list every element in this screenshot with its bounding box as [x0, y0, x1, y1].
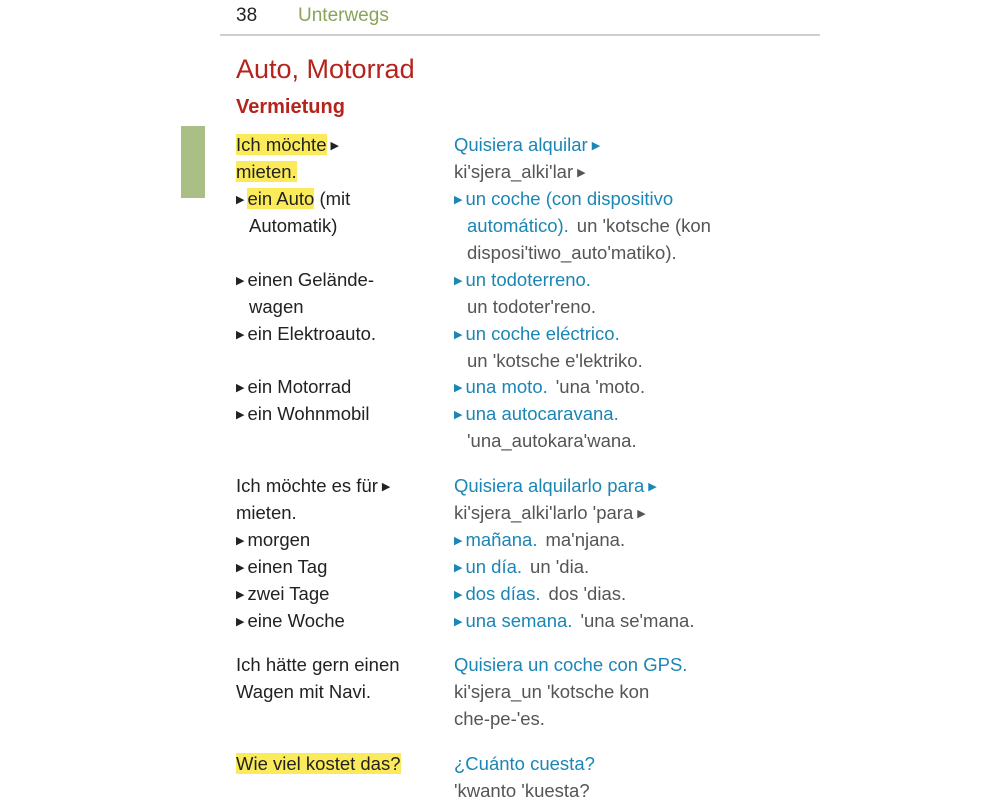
de-text: morgen [247, 529, 311, 550]
es-line [454, 527, 625, 554]
highlight-text: Wie viel kostet das? [236, 753, 401, 774]
triangle-icon: ▶ [236, 409, 245, 421]
triangle-icon: ▶ [236, 382, 245, 394]
de-line [236, 186, 350, 213]
highlight-text: Ich möchte [236, 134, 327, 155]
triangle-icon: ▶ [236, 616, 245, 628]
de-text: zwei Tage [247, 583, 330, 604]
section-marker [181, 126, 205, 198]
pron-line: un todoter'reno. [467, 296, 597, 317]
de-line [236, 751, 401, 777]
es-line: Quisiera un coche con GPS. [454, 654, 688, 675]
de-line: Wagen mit Navi. [236, 681, 372, 702]
pron-line: che-pe-'es. [454, 708, 545, 729]
es-line [454, 186, 673, 213]
de-line [236, 608, 345, 635]
de-line [236, 473, 390, 500]
triangle-icon: ▶ [236, 562, 245, 574]
es-text: un todoterreno. [465, 269, 591, 290]
de-text: Ich möchte es für [236, 475, 378, 496]
de-text: einen Gelände- [247, 269, 374, 290]
es-line [454, 374, 645, 401]
pron-text: ki'sjera_alki'larlo 'para [454, 502, 634, 523]
de-line [236, 132, 339, 159]
pron-text: dos 'dias. [548, 583, 627, 604]
triangle-icon: ▶ [454, 409, 463, 421]
section-title: Unterwegs [298, 5, 389, 26]
triangle-icon: ▶ [454, 275, 463, 287]
es-line [454, 608, 694, 635]
de-line [236, 401, 370, 428]
highlight-text: mieten. [236, 161, 297, 182]
de-text: (mit [314, 188, 351, 209]
triangle-icon: ▶ [236, 275, 245, 287]
triangle-icon: ▶ [454, 194, 463, 206]
triangle-icon: ▶ [648, 481, 657, 493]
de-line [236, 159, 297, 185]
de-line [236, 267, 374, 294]
pron-text: ki'sjera_alki'lar [454, 161, 574, 182]
triangle-icon: ▶ [454, 562, 463, 574]
triangle-icon: ▶ [381, 481, 391, 493]
pron-text: 'una 'moto. [555, 376, 646, 397]
de-line [236, 581, 329, 608]
triangle-icon: ▶ [236, 194, 245, 206]
pron-text: un 'kotsche (kon [576, 215, 711, 236]
triangle-icon: ▶ [454, 329, 463, 341]
de-line: Ich hätte gern einen [236, 654, 400, 675]
triangle-icon: ▶ [454, 382, 463, 394]
triangle-icon: ▶ [591, 140, 601, 152]
pron-line: disposi'tiwo_auto'matiko). [467, 242, 677, 263]
pron-line: un 'kotsche e'lektriko. [467, 350, 643, 371]
pron-line [454, 500, 646, 527]
es-text: Quisiera alquilarlo para [454, 475, 645, 496]
es-text: Quisiera alquilar [454, 134, 588, 155]
page-title: Auto, Motorrad [236, 54, 415, 84]
es-line [454, 401, 619, 428]
pron-text: un 'dia. [530, 556, 590, 577]
triangle-icon: ▶ [577, 167, 586, 179]
es-text: automático). [467, 215, 569, 236]
es-text: un coche eléctrico. [465, 323, 620, 344]
page-number: 38 [236, 5, 258, 26]
de-line: mieten. [236, 502, 297, 523]
pron-line: 'kwanto 'kuesta? [454, 780, 590, 801]
de-text: einen Tag [247, 556, 328, 577]
es-line [454, 581, 626, 608]
de-line: Automatik) [249, 215, 338, 236]
de-line [236, 554, 327, 581]
es-text: mañana. [465, 529, 538, 550]
triangle-icon: ▶ [236, 329, 245, 341]
pron-line [454, 159, 586, 186]
es-line [454, 473, 657, 500]
de-line [236, 527, 310, 554]
de-text: eine Woche [247, 610, 345, 631]
triangle-icon: ▶ [454, 616, 463, 628]
triangle-icon: ▶ [454, 589, 463, 601]
es-text: un coche (con dispositivo [465, 188, 674, 209]
subtitle: Vermietung [236, 96, 345, 118]
triangle-icon: ▶ [236, 535, 245, 547]
es-line [454, 213, 711, 239]
triangle-icon: ▶ [454, 535, 463, 547]
de-line [236, 374, 351, 401]
es-text: un día. [465, 556, 523, 577]
triangle-icon: ▶ [330, 140, 339, 152]
de-line [236, 321, 376, 348]
de-text: ein Motorrad [247, 376, 352, 397]
es-line [454, 132, 600, 159]
triangle-icon: ▶ [637, 508, 646, 520]
es-line [454, 321, 620, 348]
highlight-text: ein Auto [247, 188, 315, 209]
de-text: ein Elektroauto. [247, 323, 377, 344]
de-text: ein Wohnmobil [247, 403, 370, 424]
es-text: una autocaravana. [465, 403, 619, 424]
pron-line: ki'sjera_un 'kotsche kon [454, 681, 650, 702]
header-divider [220, 34, 820, 36]
de-line: wagen [249, 296, 304, 317]
es-line [454, 267, 591, 294]
es-line: ¿Cuánto cuesta? [454, 753, 595, 774]
pron-text: 'una se'mana. [580, 610, 695, 631]
es-text: una moto. [465, 376, 548, 397]
es-text: una semana. [465, 610, 573, 631]
triangle-icon: ▶ [236, 589, 245, 601]
pron-text: ma'njana. [545, 529, 626, 550]
es-text: dos días. [465, 583, 541, 604]
pron-line: 'una_autokara'wana. [467, 430, 637, 451]
es-line [454, 554, 589, 581]
